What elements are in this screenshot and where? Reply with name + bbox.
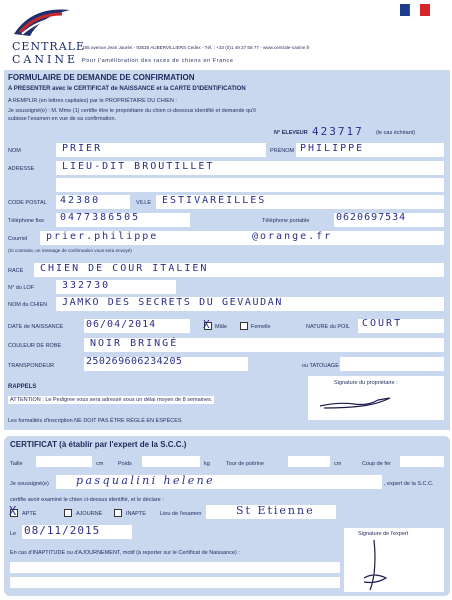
sms-note: (Si contraire, un message de confirmation vous sera envoyé) bbox=[8, 248, 132, 253]
courriel-value: prier.philippe bbox=[46, 231, 159, 242]
expert-signature bbox=[356, 538, 396, 592]
tel-fixe-value: 0477386505 bbox=[60, 212, 141, 223]
org-logo bbox=[12, 4, 74, 38]
republic-logo bbox=[398, 2, 434, 20]
org-motto: Pour l'amélioration des races de chiens en France bbox=[82, 58, 234, 64]
breeder-value[interactable]: 423717 bbox=[312, 125, 364, 138]
coat-value: COURT bbox=[362, 318, 403, 329]
apte-check-mark: X bbox=[9, 504, 17, 518]
tattoo-field[interactable] bbox=[340, 357, 444, 371]
birth-date-value: 06/04/2014 bbox=[86, 319, 157, 330]
height-unit: cm bbox=[96, 461, 104, 467]
ajourne-checkbox[interactable] bbox=[64, 509, 72, 517]
lof-value: 332730 bbox=[62, 280, 111, 291]
transponder-label: TRANSPONDEUR bbox=[8, 363, 55, 369]
declaration-line1: Je soussigné(e) : M. Mme (1) certifie être le propriétaire du chien ci-dessous identifié et demande qu'il bbox=[8, 108, 256, 114]
female-checkbox[interactable] bbox=[240, 322, 248, 330]
male-label: Mâle bbox=[215, 324, 227, 330]
courriel-label: Courriel bbox=[8, 236, 28, 242]
declaration-line2: subisse l'examen en vue de sa confirmation. bbox=[8, 116, 117, 122]
ville-label: VILLE bbox=[136, 200, 151, 206]
inapte-label: INAPTE bbox=[126, 511, 146, 517]
prenom-value: PHILIPPE bbox=[300, 143, 365, 154]
breeder-note: (le cas échéant) bbox=[376, 130, 416, 136]
adjournment-text: En cas d'INAPTITUDE ou d'AJOURNEMENT, motif (à reporter sur le Certificat de Naissance) : bbox=[10, 550, 240, 556]
dog-name-label: NOM du CHIEN bbox=[8, 302, 48, 308]
fill-note: A REMPLIR (en lettres capitales) par le PROPRIÉTAIRE DU CHIEN : bbox=[8, 98, 177, 104]
chest-field[interactable] bbox=[288, 456, 330, 467]
form-subtitle: A PRESENTER avec le CERTIFICAT de NAISSANCE et la CARTE D'IDENTIFICATION bbox=[8, 86, 246, 92]
weight-field[interactable] bbox=[142, 456, 200, 467]
height-label: Taille bbox=[10, 461, 23, 467]
color-value: NOIR BRINGÉ bbox=[90, 338, 179, 349]
rappel-text: ATTENTION : Le Pedigree vous sera adressé sous un délai moyen de 8 semaines. bbox=[10, 397, 213, 403]
exam-place-label: Lieu de l'examen bbox=[160, 511, 202, 517]
expert-suffix: , expert de la S.C.C. bbox=[384, 481, 434, 487]
org-name-line2: CANINE bbox=[12, 53, 78, 66]
shoeing-field[interactable] bbox=[400, 456, 444, 467]
cp-label: CODE POSTAL bbox=[8, 200, 47, 206]
race-value: CHIEN DE COUR ITALIEN bbox=[40, 263, 209, 274]
expert-signature-label: Signature de l'expert bbox=[358, 531, 409, 537]
certificate-title: CERTIFICAT (à établir par l'expert de la S.C.C.) bbox=[10, 440, 187, 449]
date-label: Le bbox=[10, 531, 17, 537]
weight-unit: kg bbox=[204, 461, 210, 467]
certify-text: certifie avoir examiné le chien ci-dessus identifié, et le déclare : bbox=[10, 497, 164, 503]
tattoo-label: ou TATOUAGE bbox=[302, 363, 339, 369]
shoeing-label: Coup de fer bbox=[362, 461, 391, 467]
inapte-checkbox[interactable] bbox=[114, 509, 122, 517]
nom-label: NOM bbox=[8, 148, 21, 154]
nom-value: PRIER bbox=[62, 143, 103, 154]
race-label: RACE bbox=[8, 268, 24, 274]
org-name-line1: CENTRALE bbox=[12, 40, 85, 53]
prenom-label: PRÉNOM bbox=[270, 148, 295, 154]
adresse-label: ADRESSE bbox=[8, 166, 35, 172]
birth-date-label: DATE de NAISSANCE bbox=[8, 324, 64, 330]
courriel-domain: @orange.fr bbox=[252, 231, 333, 242]
expert-label: Je soussigné(e) bbox=[10, 481, 49, 487]
expert-value: pasqualini helene bbox=[76, 474, 216, 487]
exam-date-value: 08/11/2015 bbox=[24, 524, 101, 537]
chest-label: Tour de poitrine bbox=[226, 461, 264, 467]
color-label: COULEUR DE ROBE bbox=[8, 343, 62, 349]
exam-place-value: St Etienne bbox=[236, 504, 315, 517]
female-label: Femelle bbox=[251, 324, 271, 330]
tel-port-value: 0620697534 bbox=[336, 212, 407, 223]
tel-fixe-label: Téléphone fixe bbox=[8, 218, 45, 224]
rappel-title: RAPPELS bbox=[8, 384, 37, 390]
height-field[interactable] bbox=[36, 456, 92, 467]
ajourne-label: AJOURNÉ bbox=[76, 511, 103, 517]
male-check-mark: X bbox=[203, 318, 210, 331]
cp-value: 42380 bbox=[60, 195, 101, 206]
adjournment-field-1[interactable] bbox=[10, 562, 340, 573]
lof-label: N° du LOF bbox=[8, 285, 35, 291]
weight-label: Poids bbox=[118, 461, 132, 467]
form-title: FORMULAIRE DE DEMANDE DE CONFIRMATION bbox=[8, 73, 195, 82]
tel-port-label: Téléphone portable bbox=[262, 218, 310, 224]
adresse-field-2[interactable] bbox=[56, 178, 444, 192]
org-address: 155 avenue Jean Jaurès - 93535 AUBERVILLIERS Cedex - Tél. : +33 (0)1 49 37 55 77 - www.centrale-canine.fr bbox=[82, 45, 310, 50]
breeder-label: N° ELEVEUR bbox=[274, 130, 308, 136]
transponder-value: 250269606234205 bbox=[86, 356, 183, 367]
adjournment-field-2[interactable] bbox=[10, 577, 340, 588]
apte-label: APTE bbox=[22, 511, 37, 517]
coat-label: NATURE du POIL bbox=[306, 324, 350, 330]
ville-value: ESTIVAREILLES bbox=[162, 195, 267, 206]
owner-signature bbox=[318, 392, 398, 412]
chest-unit: cm bbox=[334, 461, 342, 467]
adresse-value: LIEU-DIT BROUTILLET bbox=[62, 161, 215, 172]
rappel-note: Les formalités d'inscription NE DOIT PAS ÊTRE RÉGLÉ EN ESPÈCES bbox=[8, 418, 182, 424]
dog-name-value: JAMKO DES SECRETS DU GEVAUDAN bbox=[62, 297, 283, 308]
owner-signature-label-front: Signature du propriétaire : bbox=[334, 380, 398, 386]
